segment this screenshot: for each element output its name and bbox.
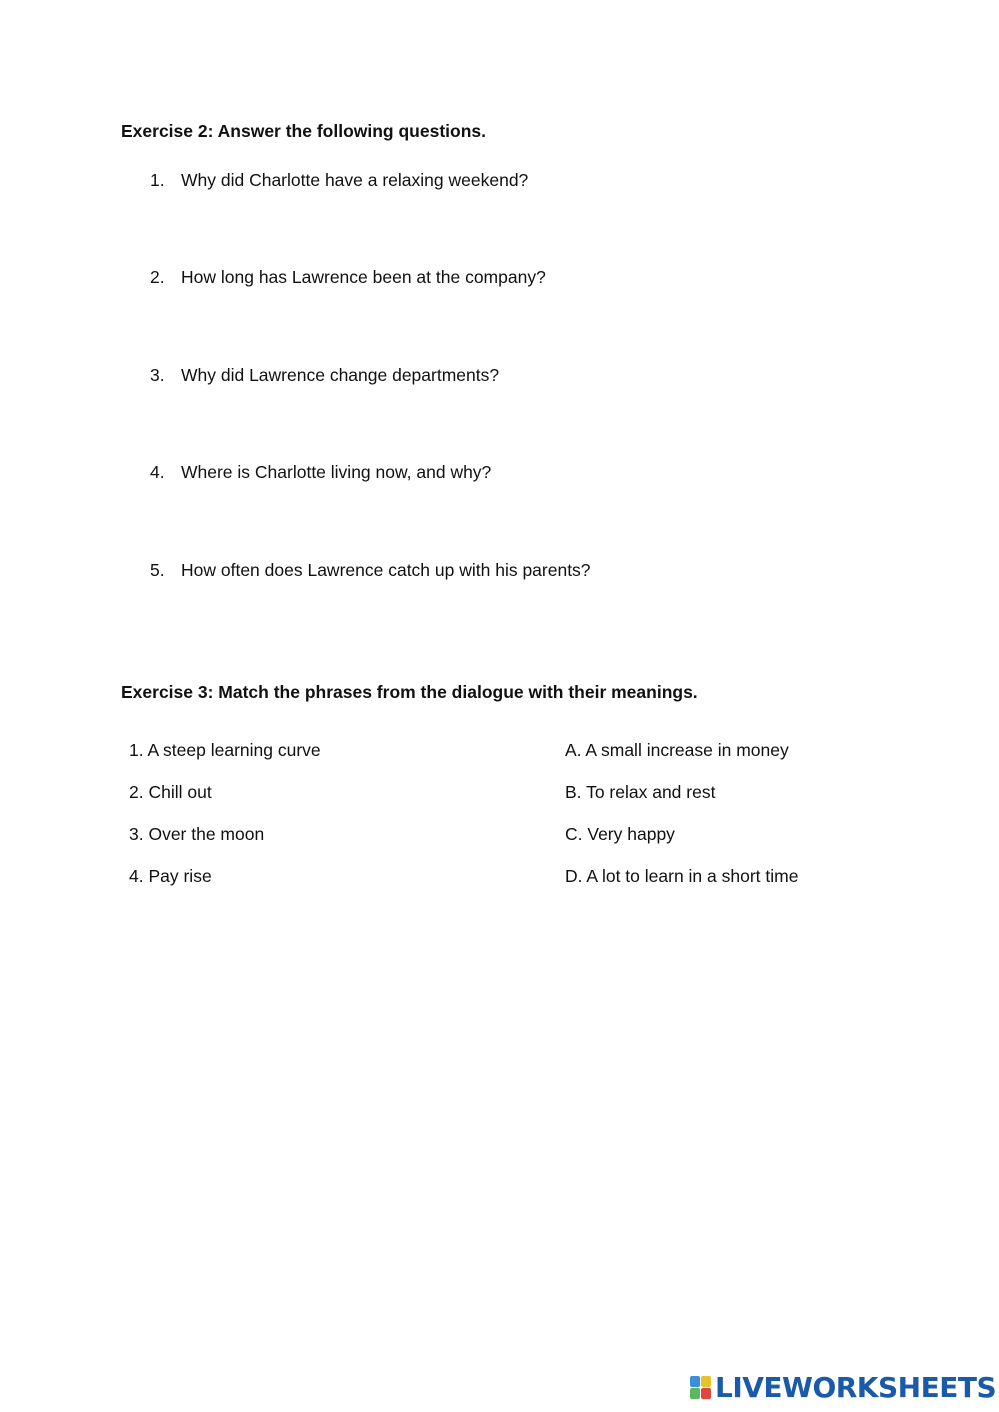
exercise-2-title: Exercise 2: Answer the following questions. xyxy=(121,121,486,141)
exercise-3-title: Exercise 3: Match the phrases from the dialogue with their meanings. xyxy=(121,682,698,702)
question-number: 2. xyxy=(150,267,165,287)
question-4 xyxy=(150,462,491,483)
question-number: 3. xyxy=(150,365,165,385)
phrase-4: 4. Pay rise xyxy=(129,866,212,886)
meaning-b: B. To relax and rest xyxy=(565,782,716,802)
question-text: How long has Lawrence been at the company? xyxy=(181,267,546,287)
question-3 xyxy=(150,365,499,386)
question-1 xyxy=(150,170,528,191)
logo-text: LIVEWORKSHEETS xyxy=(715,1371,997,1404)
question-text: Why did Lawrence change departments? xyxy=(181,365,500,385)
phrase-2: 2. Chill out xyxy=(129,782,212,802)
phrase-3: 3. Over the moon xyxy=(129,824,265,844)
question-text: Why did Charlotte have a relaxing weekend? xyxy=(181,170,529,190)
question-number: 5. xyxy=(150,560,165,580)
meaning-a: A. A small increase in money xyxy=(565,740,789,760)
question-5 xyxy=(150,560,591,581)
question-2 xyxy=(150,267,546,288)
meaning-c: C. Very happy xyxy=(565,824,675,844)
question-number: 1. xyxy=(150,170,165,190)
liveworksheets-logo-icon xyxy=(690,1376,712,1400)
question-text: How often does Lawrence catch up with his parents? xyxy=(181,560,591,580)
question-number: 4. xyxy=(150,462,165,482)
phrase-1: 1. A steep learning curve xyxy=(129,740,321,760)
question-text: Where is Charlotte living now, and why? xyxy=(181,462,492,482)
meaning-d: D. A lot to learn in a short time xyxy=(565,866,799,886)
liveworksheets-logo xyxy=(690,1373,996,1403)
